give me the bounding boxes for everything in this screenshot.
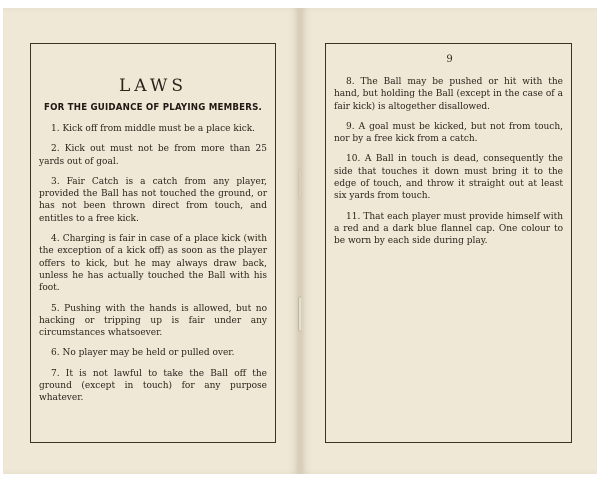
law-8: 8. The Ball may be pushed or hit with the hand, but holding the Ball (except in the case of a fair kick) is altogether disallowed. <box>334 77 563 112</box>
law-3: 3. Fair Catch is a catch from any player, provided the Ball has not touched the ground, or has not been thrown direct from touch, and entitles to a free kick. <box>39 176 267 224</box>
law-7: 7. It is not lawful to take the Ball off the ground (except in touch) for any purpose whatever. <box>39 368 267 404</box>
page-number: 9 <box>446 54 453 65</box>
booklet-spread <box>3 8 597 474</box>
right-page-frame <box>325 43 572 443</box>
right-law-list <box>326 76 571 248</box>
left-page-frame <box>30 43 276 443</box>
left-law-list <box>31 123 275 405</box>
laws-title: LAWS <box>119 76 187 96</box>
law-2: 2. Kick out must not be from more than 25 yards out of goal. <box>39 144 267 167</box>
law-5: 5. Pushing with the hands is allowed, but no hacking or tripping up is fair under any circumstances whatsoever. <box>39 303 267 339</box>
law-1: 1. Kick off from middle must be a place kick. <box>51 124 256 134</box>
law-10: 10. A Ball in touch is dead, consequently the side that touches it down must bring it to the edge of touch, and throw it straight out at least six yards from touch. <box>334 154 563 202</box>
left-page <box>3 8 299 474</box>
law-11: 11. That each player must provide himself with a red and a dark blue flannel cap. One colour to be worn by each side during play. <box>334 211 563 247</box>
right-page <box>301 8 597 474</box>
laws-subtitle: FOR THE GUIDANCE OF PLAYING MEMBERS. <box>44 102 262 113</box>
law-9: 9. A goal must be kicked, but not from touch, nor by a free kick from a catch. <box>334 121 563 145</box>
law-6: 6. No player may be held or pulled over. <box>51 348 235 359</box>
law-4: 4. Charging is fair in case of a place kick (with the exception of a kick off) as soon as the player offers to kick, but he may always draw back, unless he has actually touched the Ball with his foot. <box>39 234 267 294</box>
